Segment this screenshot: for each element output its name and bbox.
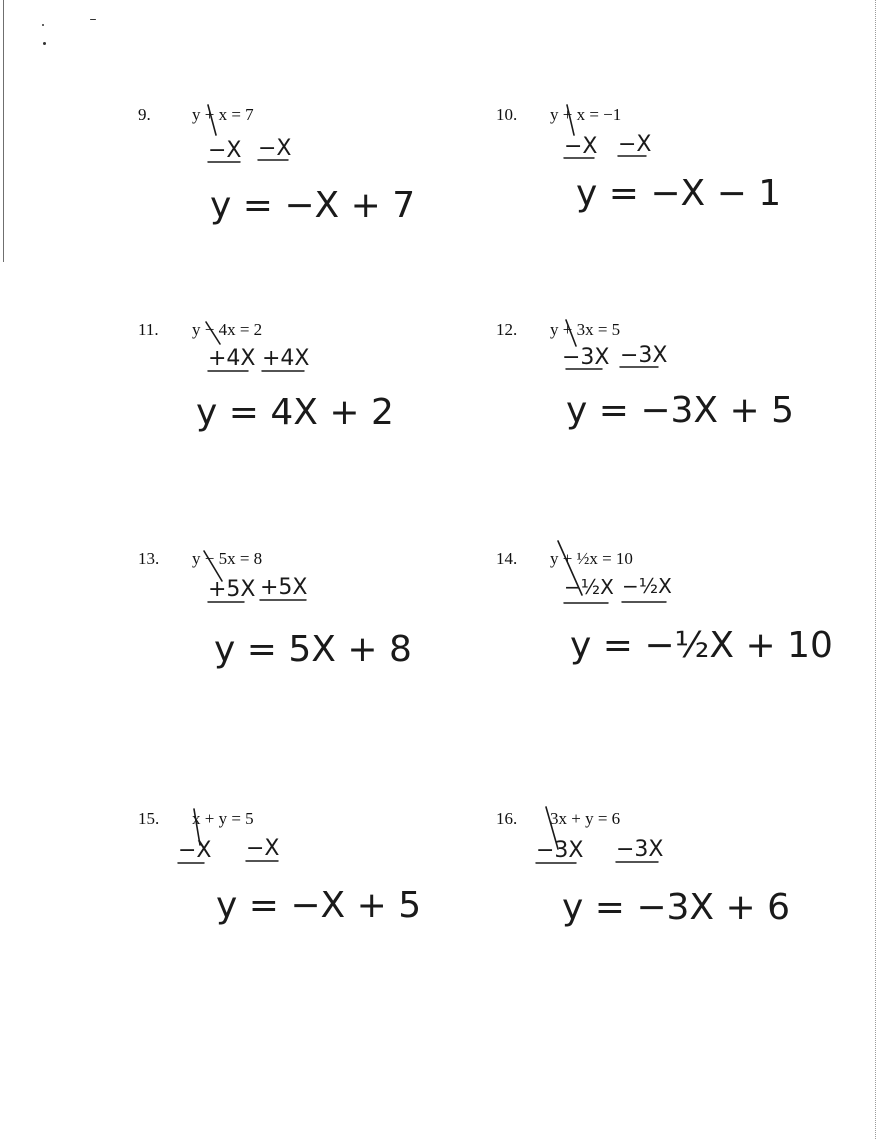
- given-equation: y + x = 7: [192, 105, 254, 124]
- problem-15: [138, 809, 468, 979]
- problem-number: 12.: [496, 320, 518, 339]
- scan-speck: [43, 42, 46, 45]
- handwritten-work: [496, 809, 826, 979]
- problem-number: 11.: [138, 320, 159, 339]
- handwritten-work: [496, 549, 833, 719]
- problem-14: [496, 549, 833, 719]
- given-equation: 3x + y = 6: [550, 809, 621, 828]
- given-equation: y − 4x = 2: [192, 320, 263, 339]
- scan-speck: [42, 24, 44, 26]
- problem-9: [138, 105, 468, 275]
- problem-11: [138, 320, 468, 490]
- given-equation: x + y = 5: [192, 809, 254, 828]
- step-left: −3X: [536, 838, 584, 863]
- problem-12: [496, 320, 826, 490]
- step-right: −X: [618, 132, 652, 157]
- step-right: −3X: [620, 343, 668, 368]
- problem-number: 13.: [138, 549, 160, 568]
- scan-left-edge: [3, 0, 4, 262]
- problem-10: [496, 105, 826, 275]
- step-left: −X: [564, 134, 598, 159]
- step-right: −X: [246, 836, 280, 861]
- handwritten-work: [496, 320, 826, 490]
- problem-13: [138, 549, 468, 719]
- step-right: +4X: [262, 346, 310, 371]
- given-equation: y + x = −1: [550, 105, 622, 124]
- handwritten-work: [138, 809, 468, 979]
- step-left: −X: [208, 138, 242, 163]
- scan-speck: [90, 19, 96, 20]
- step-left: −3X: [562, 345, 610, 370]
- answer: y = −X + 5: [216, 885, 422, 926]
- answer: y = 4X + 2: [196, 392, 394, 433]
- problem-number: 14.: [496, 549, 518, 568]
- handwritten-work: [138, 105, 468, 275]
- given-equation: y + ½x = 10: [550, 549, 633, 568]
- step-right: −X: [258, 136, 292, 161]
- given-equation: y − 5x = 8: [192, 549, 263, 568]
- step-right: +5X: [260, 575, 308, 600]
- answer: y = −3X + 6: [562, 887, 791, 928]
- step-right: −3X: [616, 837, 664, 862]
- given-equation: y + 3x = 5: [550, 320, 621, 339]
- step-left: −½X: [564, 575, 614, 599]
- scan-right-edge: [875, 0, 877, 1139]
- answer: y = −X − 1: [576, 173, 782, 214]
- step-left: +5X: [208, 577, 256, 602]
- problem-number: 15.: [138, 809, 160, 828]
- answer: y = −½X + 10: [570, 625, 833, 666]
- problem-number: 9.: [138, 105, 151, 124]
- handwritten-work: [138, 549, 468, 719]
- step-left: −X: [178, 838, 212, 863]
- handwritten-work: [496, 105, 826, 275]
- answer: y = 5X + 8: [214, 629, 412, 670]
- step-right: −½X: [622, 574, 672, 598]
- problem-number: 16.: [496, 809, 518, 828]
- handwritten-work: [138, 320, 468, 490]
- answer: y = −3X + 5: [566, 390, 795, 431]
- problem-number: 10.: [496, 105, 518, 124]
- answer: y = −X + 7: [210, 185, 416, 226]
- problem-16: [496, 809, 826, 979]
- step-left: +4X: [208, 346, 256, 371]
